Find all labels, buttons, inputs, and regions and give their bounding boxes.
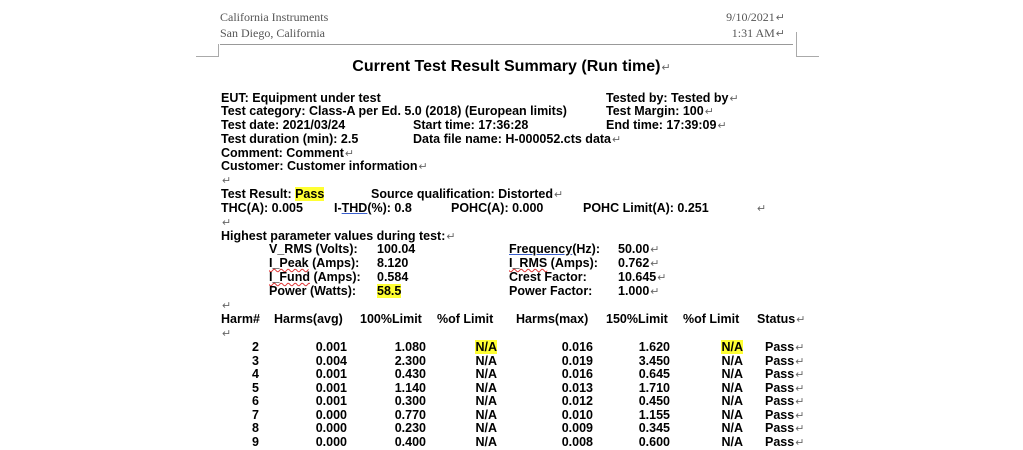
company-name: California Instruments (220, 10, 329, 24)
table-cell: 0.008 (561, 434, 593, 449)
table-cell: 2.300 (394, 353, 426, 368)
power-value: 58.5 (377, 284, 402, 298)
table-cell: N/A (721, 353, 743, 368)
col-header-150-limit: 150%Limit (606, 312, 668, 326)
table-cell: 0.001 (315, 394, 347, 408)
table-cell: Pass↵ (765, 421, 805, 435)
margin-corner-right (796, 44, 819, 57)
table-cell: N/A (721, 394, 743, 408)
table-cell: 1.620 (638, 340, 670, 354)
eut-line: EUT: Equipment under test (221, 91, 381, 105)
col-header-pct-limit-1: %of Limit (437, 312, 494, 326)
table-cell: 0.001 (315, 340, 347, 354)
margin-corner-left (196, 44, 219, 57)
table-cell: 0.430 (394, 367, 426, 381)
ithd-value: I-THD(%): 0.8 (334, 201, 412, 215)
data-file-name: Data file name: H-000052.cts data↵ (413, 132, 622, 146)
table-cell: 0.009 (561, 421, 593, 435)
table-cell: N/A (475, 340, 497, 354)
paragraph-mark: ↵ (222, 328, 232, 340)
table-cell: 0.600 (638, 434, 670, 449)
table-cell: N/A (475, 434, 497, 449)
table-cell: N/A (475, 380, 497, 395)
table-cell: N/A (475, 421, 497, 435)
margin-corner-right-top (796, 32, 809, 44)
frequency-label: Frequency(Hz): (509, 242, 600, 256)
test-category: Test category: Class-A per Ed. 5.0 (2018) (European limits) (221, 104, 567, 118)
col-header-pct-limit-2: %of Limit (683, 312, 740, 326)
table-cell: N/A (721, 407, 743, 422)
test-result-value: Pass (295, 187, 325, 201)
table-cell: 8 (252, 421, 259, 435)
test-duration: Test duration (min): 2.5 (221, 132, 359, 146)
ipeak-value: 8.120 (377, 256, 409, 270)
frequency-value: 50.00↵ (618, 242, 660, 256)
table-cell: 0.010 (561, 407, 593, 422)
table-cell: Pass↵ (765, 394, 805, 408)
table-cell: 0.012 (561, 394, 593, 408)
paragraph-mark: ↵ (757, 203, 767, 215)
print-date: 9/10/2021↵ (726, 10, 785, 24)
table-cell: 5 (252, 380, 259, 395)
table-cell: 0.230 (394, 421, 426, 435)
table-cell: 1.155 (638, 407, 670, 422)
ifund-value: 0.584 (377, 270, 409, 284)
col-header-harms-max: Harms(max) (516, 312, 589, 326)
header-rule (220, 44, 793, 45)
power-factor-value: 1.000↵ (618, 284, 660, 298)
print-time: 1:31 AM↵ (731, 26, 785, 40)
thc-value: THC(A): 0.005 (221, 201, 303, 215)
table-cell: 0.001 (315, 367, 347, 381)
table-cell: N/A (721, 340, 743, 354)
power-label: Power (Watts): (269, 284, 357, 298)
table-cell: 0.016 (561, 340, 593, 354)
col-header-100-limit: 100%Limit (360, 312, 422, 326)
table-cell: 0.004 (315, 353, 347, 368)
table-cell: 0.000 (315, 434, 347, 449)
table-cell: Pass↵ (765, 340, 805, 354)
pohc-limit: POHC Limit(A): 0.251 (583, 201, 709, 215)
table-cell: 9 (252, 434, 259, 449)
table-cell: N/A (475, 407, 497, 422)
table-cell: Pass↵ (765, 407, 805, 422)
table-cell: Pass↵ (765, 380, 805, 395)
end-time: End time: 17:39:09↵ (606, 118, 727, 132)
table-cell: 0.000 (315, 421, 347, 435)
col-header-harm: Harm# (221, 312, 260, 326)
comment-line: Comment: Comment↵ (221, 146, 355, 160)
vrms-value: 100.04 (377, 242, 416, 256)
paragraph-mark: ↵ (222, 217, 232, 229)
table-cell: 0.300 (394, 394, 426, 408)
table-cell: 7 (252, 407, 259, 422)
vrms-label: V_RMS (Volts): (269, 242, 358, 256)
table-cell: N/A (721, 380, 743, 395)
table-cell: N/A (721, 434, 743, 449)
table-cell: N/A (475, 353, 497, 368)
table-cell: 0.645 (638, 367, 670, 381)
crest-factor-value: 10.645↵ (618, 270, 667, 284)
ifund-label: I_Fund (Amps): (269, 270, 361, 284)
table-cell: 4 (252, 367, 259, 381)
table-cell: 1.080 (394, 340, 426, 354)
params-heading: Highest parameter values during test:↵ (221, 229, 456, 243)
table-cell: Pass↵ (765, 434, 805, 449)
table-cell: 0.770 (394, 407, 426, 422)
tested-by: Tested by: Tested by↵ (606, 91, 739, 105)
table-cell: Pass↵ (765, 353, 805, 368)
table-cell: 0.450 (638, 394, 670, 408)
table-cell: 0.000 (315, 407, 347, 422)
table-cell: 1.710 (638, 380, 670, 395)
table-cell: 0.019 (561, 353, 593, 368)
test-date: Test date: 2021/03/24 (221, 118, 346, 132)
customer-line: Customer: Customer information↵ (221, 159, 428, 173)
irms-value: 0.762↵ (618, 256, 660, 270)
table-cell: 6 (252, 394, 259, 408)
start-time: Start time: 17:36:28 (413, 118, 529, 132)
col-header-harms-avg: Harms(avg) (274, 312, 343, 326)
table-cell: Pass↵ (765, 367, 805, 381)
paragraph-mark: ↵ (222, 300, 232, 312)
table-cell: N/A (721, 367, 743, 381)
table-cell: 3 (252, 353, 259, 368)
table-cell: N/A (475, 367, 497, 381)
irms-label: I_RMS (Amps): (509, 256, 598, 270)
table-cell: N/A (475, 394, 497, 408)
table-cell: 2 (252, 340, 259, 354)
source-qualification: Source qualification: Distorted↵ (371, 187, 564, 201)
table-cell: N/A (721, 421, 743, 435)
power-factor-label: Power Factor: (509, 284, 593, 298)
report-title: Current Test Result Summary (Run time)↵ (352, 58, 671, 75)
col-header-status: Status↵ (757, 312, 806, 326)
test-margin: Test Margin: 100↵ (606, 104, 714, 118)
company-location: San Diego, California (220, 26, 325, 40)
crest-factor-label: Crest Factor: (509, 270, 587, 284)
test-result: Test Result: Pass (221, 187, 325, 201)
ipeak-label: I_Peak (Amps): (269, 256, 360, 270)
table-cell: 0.001 (315, 380, 347, 395)
table-cell: 0.016 (561, 367, 593, 381)
table-cell: 0.013 (561, 380, 593, 395)
pohc-value: POHC(A): 0.000 (451, 201, 544, 215)
table-cell: 3.450 (638, 353, 670, 368)
table-cell: 0.400 (394, 434, 426, 449)
table-cell: 1.140 (394, 380, 426, 395)
table-cell: 0.345 (638, 421, 670, 435)
paragraph-mark: ↵ (222, 175, 232, 187)
